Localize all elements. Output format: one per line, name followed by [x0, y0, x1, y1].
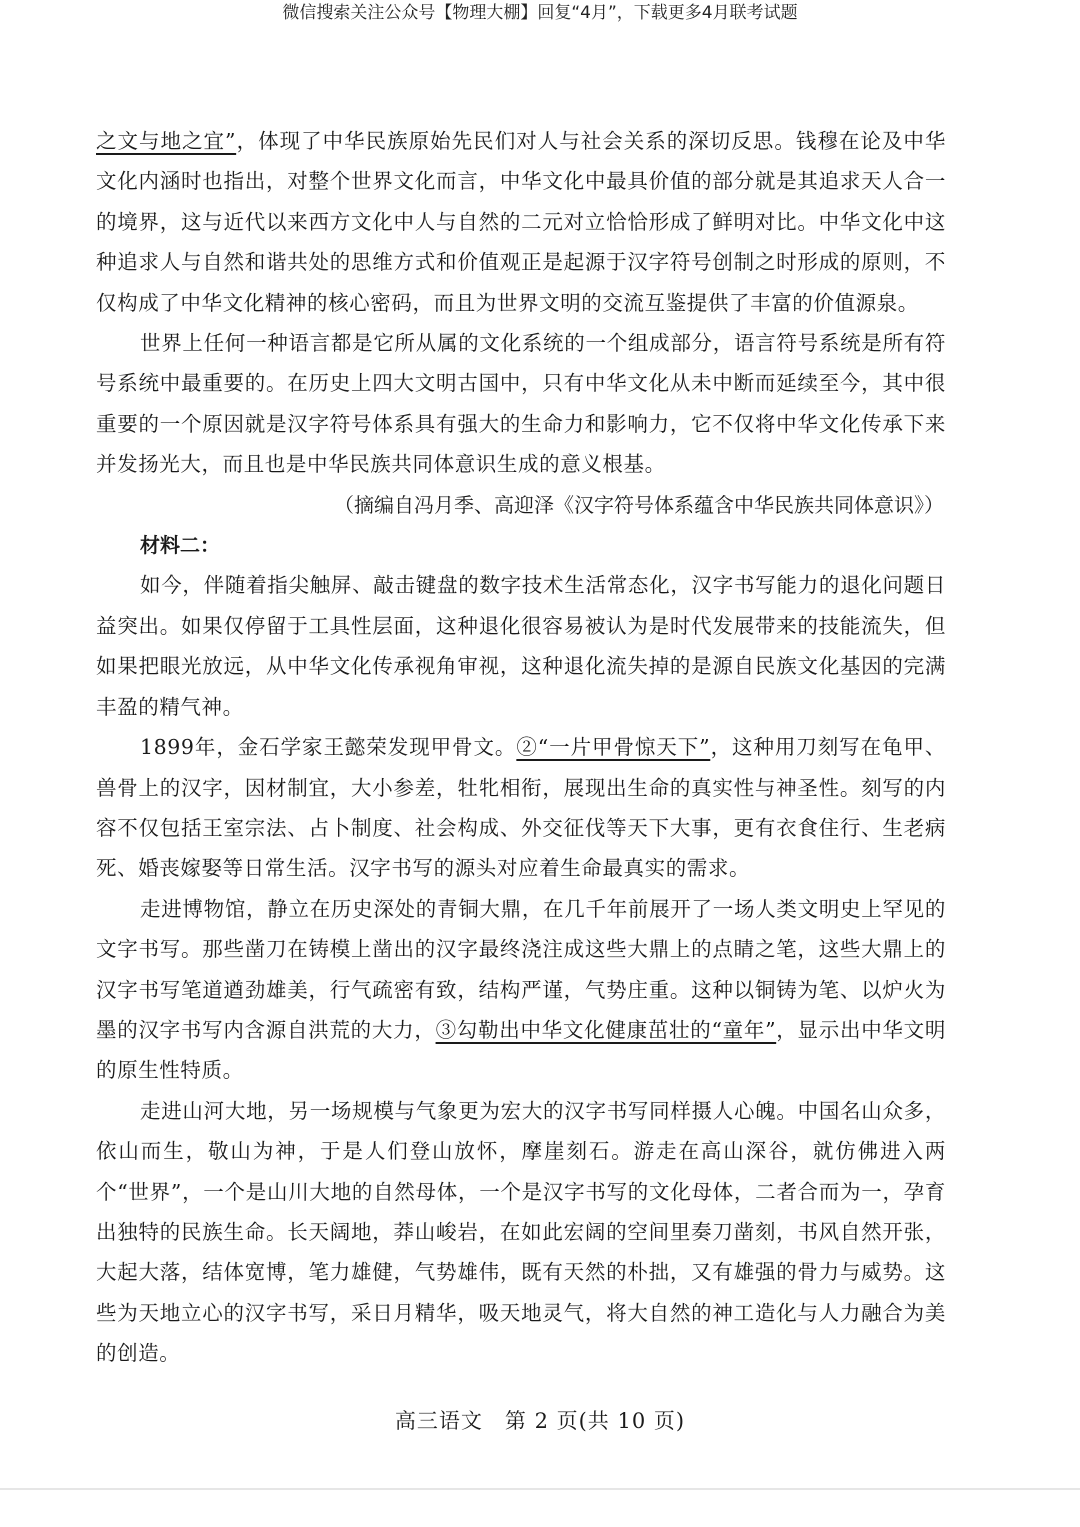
underlined-sentence-2: ②“一片甲骨惊天下”: [516, 735, 711, 760]
paragraph-4-before: 1899年，金石学家王懿荣发现甲骨文。: [140, 735, 517, 760]
paragraph-3: 如今，伴随着指尖触屏、敲击键盘的数字技术生活常态化，汉字书写能力的退化问题日益突出。如果仅停留于工具性层面，这种退化很容易被认为是时代发展带来的技能流失，但如果把眼光放远，从中华文化传承视角审视，这种退化流失掉的是源自民族文化基因的完满丰盈的精气神。: [96, 573, 946, 719]
underlined-sentence-3: ③勾勒出中华文化健康茁壮的“童年”: [435, 1017, 777, 1042]
paragraph-1: [96, 121, 946, 323]
page-footer: 高三语文 第 2 页(共 10 页): [394, 1409, 686, 1433]
paragraph-1-text: ，体现了中华民族原始先民们对人与社会关系的深切反思。钱穆在论及中华文化内涵时也指出，对整个世界文化而言，中华文化中最具价值的部分就是其追求天人合一的境界，这与近代以来西方文化中人与自然的二元对立恰恰形成了鲜明对比。中华文化中这种追求人与自然和谐共处的思维方式和价值观正是起源于汉字符号创制之时形成的原则，不仅构成了中华文化精神的核心密码，而且为世界文明的交流互鉴提供了丰富的价值源泉。: [96, 129, 946, 315]
paragraph-5: [96, 889, 946, 1091]
source-citation: （摘编自冯月季、高迎泽《汉字符号体系蕴含中华民族共同体意识》）: [334, 492, 944, 517]
paragraph-5-before: 走进博物馆，静立在历史深处的青铜大鼎，在几千年前展开了一场人类文明史上罕见的文字书写。那些凿刀在铸模上凿出的汉字最终浇注成这些大鼎上的点睛之笔，这些大鼎上的汉字书写笔道遒劲雄美，行气疏密有致，结构严谨，气势庄重。这种以铜铸为笔、以炉火为墨的汉字书写内含源自洪荒的大力，: [96, 896, 946, 1042]
article-body: [96, 121, 946, 1374]
page-header-notice: 微信搜索关注公众号【物理大棚】回复“4月”，下载更多4月联考试题: [282, 3, 798, 23]
material-two-heading: 材料二：: [140, 533, 220, 558]
underlined-quote-end: 之文与地之宜”: [96, 129, 237, 153]
paragraph-6: 走进山河大地，另一场规模与气象更为宏大的汉字书写同样摄人心魄。中国名山众多，依山而生，敬山为神，于是人们登山放怀，摩崖刻石。游走在高山深谷，就仿佛进入两个“世界”，一个是山川大地的自然母体，一个是汉字书写的文化母体，二者合而为一，孕育出独特的民族生命。长天阔地，莽山峻岩，在如此宏阔的空间里奏刀凿刻，书风自然开张，大起大落，结体宽博，笔力雄健，气势雄伟，既有天然的朴拙，又有雄强的骨力与威势。这些为天地立心的汉字书写，采日月精华，吸天地灵气，将大自然的神工造化与人力融合为美的创造。: [96, 1098, 946, 1366]
bottom-divider: [0, 1488, 1080, 1490]
paragraph-4: [96, 727, 946, 889]
paragraph-2: 世界上任何一种语言都是它所从属的文化系统的一个组成部分，语言符号系统是所有符号系统中最重要的。在历史上四大文明古国中，只有中华文化从未中断而延续至今，其中很重要的一个原因就是汉字符号体系具有强大的生命力和影响力，它不仅将中华文化传承下来并发扬光大，而且也是中华民族共同体意识生成的意义根基。: [96, 331, 946, 477]
paragraph-5-after: ，显示出中华文明的原生性特质。: [96, 1017, 946, 1083]
paragraph-4-after: ，这种用刀刻写在龟甲、兽骨上的汉字，因材制宜，大小参差，牡牝相衔，展现出生命的真实性与神圣性。刻写的内容不仅包括王室宗法、占卜制度、社会构成、外交征伐等天下大事，更有衣食住行、生老病死、婚丧嫁娶等日常生活。汉字书写的源头对应着生命最真实的需求。: [96, 735, 946, 881]
